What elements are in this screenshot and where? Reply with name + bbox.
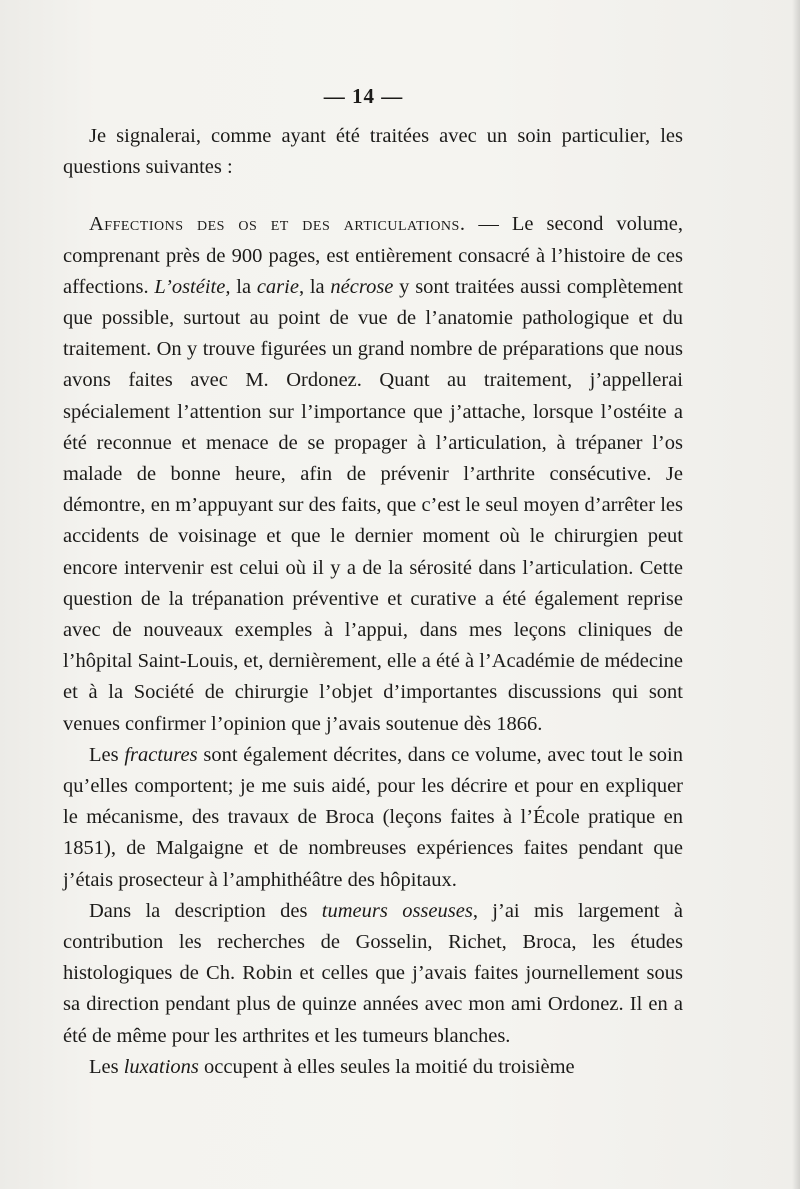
text-run: occupent à elles seules la moitié du troisième [198,1055,575,1078]
page-number: — 14 — [323,84,404,108]
paragraph-affections [63,209,683,739]
italic-term-necrose: nécrose [330,275,394,298]
italic-term-fractures: fractures [124,743,198,766]
italic-term-carie: carie [256,275,299,298]
text-run: sont également décrites, dans ce volume, avec tout le soin qu’elles comportent; je me suis aidé, pour les décrire et pour en expliquer le mécanisme, des travaux de Broca (leçons faites à l’École pratique en 1851), de Malgaigne et de nombreuses expériences faites pendant que j’étais prosecteur à l’amphithéâtre des hôpitaux. [63,743,683,891]
text-run: , j’ai mis largement à contribution les recherches de Gosselin, Richet, Broca, les études histologiques de Ch. Robin et celles que j’avais faites journellement sous sa direction pendant plus de quinze années avec mon ami Ordonez. Il en a été de même pour les arthrites et les tumeurs blanches. [63,899,683,1047]
section-heading: Affections des os et des articulations. [89,213,466,236]
paragraph-fractures [63,740,683,896]
italic-term-osteite: L’ostéite, [154,275,231,298]
paragraph-luxations [63,1052,683,1083]
intro-paragraph: Je signalerai, comme ayant été traitées avec un soin particulier, les questions suivantes : [63,125,683,179]
text-run: la [230,275,257,298]
text-run: , la [298,275,331,298]
body-text [63,121,683,1083]
paragraph-tumeurs [63,896,683,1052]
page-edge-shadow [792,0,800,1189]
text-run: — Le second volume, comprenant près de 900 pages, est entièrement consacré à l’histoire de ces affections. [63,213,683,298]
text-run: Les [89,743,125,766]
text-run: y sont traitées aussi complètement que possible, surtout au point de vue de l’anatomie pathologique et du traitement. On y trouve figurées un grand nombre de préparations que nous avons faites avec M. Ordonez. Quant au traitement, j’appellerai spécialement l’attention sur l’importance que j’attache, lorsque l’ostéite a été reconnue et menace de se propager à l’articulation, à trépaner l’os malade de bonne heure, afin de prévenir l’arthrite consécutive. Je démontre, en m’appuyant sur des faits, que c’est le seul moyen d’arrêter les accidents de voisinage et que le dernier moment où le chirurgien peut encore intervenir est celui où il y a de la sérosité dans l’articulation. Cette question de la trépanation préventive et curative a été également reprise avec de nouveaux exemples à l’appui, dans mes leçons cliniques de l’hôpital Saint-Louis, et, dernièrement, elle a été à l’Académie de médecine et à la Société de chirurgie l’objet d’importantes discussions qui sont venues confirmer l’opinion que j’avais soutenue dès 1866. [63,275,684,735]
text-run: Les [89,1055,124,1078]
text-run: Dans la description des [89,899,322,922]
italic-term-tumeurs: tumeurs osseuses [321,899,473,922]
italic-term-luxations: luxations [123,1055,199,1078]
